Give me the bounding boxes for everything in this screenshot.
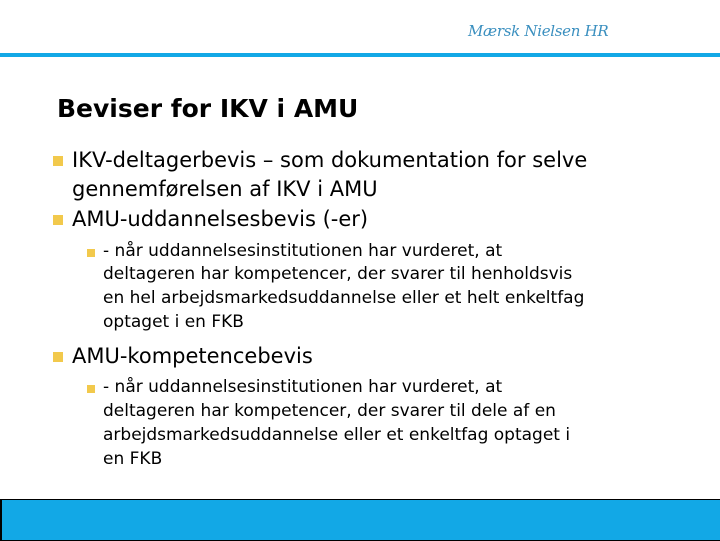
slide-title: Beviser for IKV i AMU [57, 94, 359, 123]
sub-bullet-2-line-4: optaget i en FKB [103, 312, 244, 332]
sub-bullet-2-line-1: - når uddannelsesinstitutionen har vurderet, at [103, 241, 503, 261]
bullet-marker [53, 215, 63, 225]
sub-bullet-marker [87, 385, 95, 393]
bullet-2-line-1: AMU-uddannelsesbevis (-er) [72, 207, 369, 231]
sub-bullet-3-line-3: arbejdsmarkedsuddannelse eller et enkeltfag optaget i [103, 425, 571, 445]
bullet-1-line-2: gennemførelsen af IKV i AMU [72, 177, 378, 201]
header-rule [0, 53, 720, 57]
footer-bar [0, 499, 720, 541]
brand-logo-text: Mærsk Nielsen HR [468, 22, 609, 40]
sub-bullet-3-line-2: deltageren har kompetencer, der svarer til dele af en [103, 401, 556, 421]
sub-bullet-marker [87, 249, 95, 257]
bullet-marker [53, 352, 63, 362]
sub-bullet-3-line-1: - når uddannelsesinstitutionen har vurderet, at [103, 377, 503, 397]
bullet-marker [53, 156, 63, 166]
bullet-1-line-1: IKV-deltagerbevis – som dokumentation for selve [72, 148, 588, 172]
sub-bullet-2-line-3: en hel arbejdsmarkedsuddannelse eller et helt enkeltfag [103, 288, 585, 308]
bullet-3-line-1: AMU-kompetencebevis [72, 344, 313, 368]
sub-bullet-3-line-4: en FKB [103, 449, 163, 469]
sub-bullet-2-line-2: deltageren har kompetencer, der svarer til henholdsvis [103, 264, 573, 284]
